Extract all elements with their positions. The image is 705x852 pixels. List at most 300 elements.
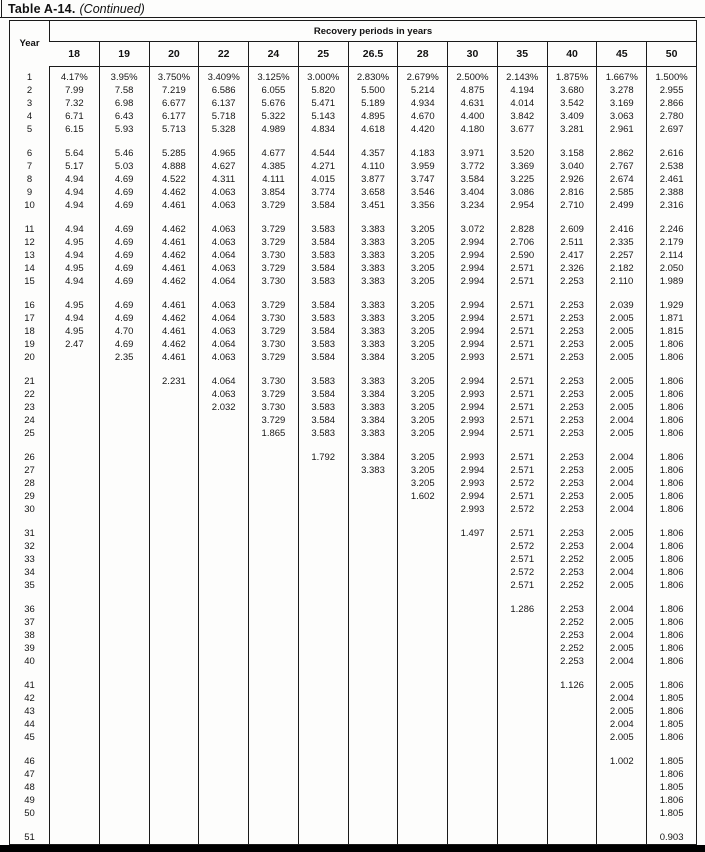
gap-cell [547,516,597,527]
gap-cell [298,820,348,831]
value-cell: 2.005 [597,312,647,325]
value-cell: 3.584 [298,299,348,312]
gap-cell [597,136,647,147]
value-cell [50,731,100,744]
value-cell [348,755,398,768]
value-cell [298,807,348,820]
value-cell [497,642,547,655]
value-cell: 4.385 [249,160,299,173]
value-cell: 3.205 [398,249,448,262]
value-cell: 3.542 [547,97,597,110]
value-cell [99,553,149,566]
value-cell: 4.462 [149,312,199,325]
value-cell: 4.063 [199,186,249,199]
value-cell: 3.086 [497,186,547,199]
value-cell [99,375,149,388]
value-cell: 3.383 [348,464,398,477]
value-cell: 1.805 [647,755,697,768]
value-cell [398,781,448,794]
value-cell: 3.409 [547,110,597,123]
value-cell: 2.005 [597,731,647,744]
value-cell: 2.252 [547,616,597,629]
value-cell: 1.806 [647,375,697,388]
value-cell: 4.063 [199,199,249,212]
value-cell [249,718,299,731]
value-cell: 5.46 [99,147,149,160]
value-cell: 4.400 [448,110,498,123]
value-cell: 3.384 [348,451,398,464]
value-cell [597,768,647,781]
table-row [10,503,697,516]
value-cell: 3.205 [398,464,448,477]
value-cell: 3.281 [547,123,597,136]
value-cell: 1.806 [647,616,697,629]
value-cell [497,692,547,705]
value-cell [298,794,348,807]
value-cell: 4.064 [199,275,249,288]
gap-cell [597,668,647,679]
value-cell: 1.989 [647,275,697,288]
value-cell: 4.522 [149,173,199,186]
value-cell: 2.571 [497,490,547,503]
value-cell [497,616,547,629]
value-cell: 1.806 [647,527,697,540]
value-cell: 2.571 [497,579,547,592]
gap-cell [497,592,547,603]
value-cell: 4.94 [50,186,100,199]
value-cell: 3.959 [398,160,448,173]
value-cell: 2.253 [547,388,597,401]
value-cell: 4.834 [298,123,348,136]
value-cell: 2.143% [497,71,547,84]
value-cell [448,616,498,629]
value-cell [398,807,448,820]
value-cell [199,553,249,566]
value-cell [149,642,199,655]
value-cell [50,629,100,642]
value-cell: 3.383 [348,223,398,236]
value-cell [50,540,100,553]
gap-cell [547,592,597,603]
value-cell: 2.252 [547,642,597,655]
value-cell: 2.253 [547,503,597,516]
value-cell [448,705,498,718]
value-cell: 1.667% [597,71,647,84]
value-cell [547,807,597,820]
value-cell: 2.538 [647,160,697,173]
gap-cell [99,364,149,375]
value-cell [50,527,100,540]
value-cell: 4.461 [149,351,199,364]
table-row [10,540,697,553]
value-cell: 2.253 [547,312,597,325]
value-cell: 3.169 [597,97,647,110]
gap-cell [50,136,100,147]
table-row [10,84,697,97]
value-cell: 4.965 [199,147,249,160]
value-cell: 2.004 [597,477,647,490]
value-cell [149,768,199,781]
value-cell: 2.114 [647,249,697,262]
table-row [10,71,697,84]
value-cell: 1.929 [647,299,697,312]
value-cell: 2.994 [448,464,498,477]
value-cell [50,705,100,718]
gap-cell [398,440,448,451]
gap-cell [348,744,398,755]
value-cell: 3.854 [249,186,299,199]
table-row [10,160,697,173]
value-cell: 2.710 [547,199,597,212]
year-cell: 2 [26,85,33,96]
depreciation-table [9,20,697,845]
value-cell: 4.461 [149,262,199,275]
value-cell: 3.205 [398,325,448,338]
value-cell [448,755,498,768]
gap-cell [597,820,647,831]
table-row [10,275,697,288]
value-cell [199,768,249,781]
value-cell: 4.95 [50,262,100,275]
value-cell: 6.15 [50,123,100,136]
value-cell [99,490,149,503]
value-cell: 3.383 [348,325,398,338]
gap-cell [298,136,348,147]
value-cell [348,831,398,845]
gap-cell [249,288,299,299]
year-cell: 16 [24,300,35,311]
value-cell [149,755,199,768]
value-cell [547,831,597,845]
year-cell: 22 [24,389,35,400]
value-cell [249,579,299,592]
table-row [10,110,697,123]
value-cell: 3.063 [597,110,647,123]
table-row [10,427,697,440]
value-cell: 6.98 [99,97,149,110]
value-cell: 4.420 [398,123,448,136]
value-cell [149,553,199,566]
value-cell [50,451,100,464]
year-cell: 21 [24,376,35,387]
value-cell [298,616,348,629]
value-cell: 6.677 [149,97,199,110]
value-cell [249,655,299,668]
value-cell: 4.462 [149,338,199,351]
value-cell: 3.000% [298,71,348,84]
value-cell [547,731,597,744]
value-cell: 3.520 [497,147,547,160]
value-cell: 4.895 [348,110,398,123]
value-cell: 1.806 [647,414,697,427]
table-row [10,490,697,503]
group-gap-row [10,592,697,603]
gap-cell [348,288,398,299]
value-cell: 1.126 [547,679,597,692]
gap-cell [10,212,50,223]
value-cell: 3.205 [398,375,448,388]
value-cell: 2.993 [448,451,498,464]
value-cell: 2.246 [647,223,697,236]
value-cell [398,527,448,540]
period-header-20: 20 [149,42,199,67]
value-cell [497,781,547,794]
value-cell [50,375,100,388]
value-cell [99,755,149,768]
value-cell: 3.677 [497,123,547,136]
value-cell [249,527,299,540]
value-cell [497,629,547,642]
value-cell: 2.005 [597,351,647,364]
value-cell [149,464,199,477]
value-cell [348,566,398,579]
title-underline-rule [0,17,705,18]
value-cell [249,451,299,464]
year-cell: 42 [24,693,35,704]
gap-cell [647,668,697,679]
value-cell [199,579,249,592]
value-cell [249,781,299,794]
value-cell: 3.383 [348,312,398,325]
value-cell: 1.865 [249,427,299,440]
value-cell: 4.110 [348,160,398,173]
table-row [10,338,697,351]
year-cell: 20 [24,352,35,363]
value-cell: 2.572 [497,566,547,579]
value-cell [149,831,199,845]
value-cell: 3.729 [249,299,299,312]
value-cell: 4.94 [50,199,100,212]
value-cell: 2.993 [448,351,498,364]
value-cell: 3.658 [348,186,398,199]
value-cell [99,768,149,781]
value-cell [398,705,448,718]
table-row [10,655,697,668]
value-cell: 4.064 [199,375,249,388]
value-cell [249,692,299,705]
value-cell: 2.253 [547,375,597,388]
value-cell [199,807,249,820]
year-cell: 18 [24,326,35,337]
value-cell: 5.93 [99,123,149,136]
value-cell: 3.383 [348,249,398,262]
value-cell: 4.618 [348,123,398,136]
value-cell [99,401,149,414]
value-cell: 3.583 [298,401,348,414]
gap-cell [10,592,50,603]
value-cell [249,503,299,516]
value-cell [448,731,498,744]
value-cell [298,603,348,616]
value-cell [398,831,448,845]
value-cell: 2.005 [597,579,647,592]
value-cell: 2.253 [547,351,597,364]
gap-cell [298,668,348,679]
value-cell [497,807,547,820]
period-header-35: 35 [497,42,547,67]
value-cell: 2.609 [547,223,597,236]
value-cell [348,540,398,553]
table-row [10,642,697,655]
table-row [10,527,697,540]
value-cell: 2.994 [448,312,498,325]
value-cell [398,629,448,642]
value-cell: 4.183 [398,147,448,160]
gap-cell [497,516,547,527]
value-cell: 3.205 [398,275,448,288]
value-cell: 2.954 [497,199,547,212]
value-cell: 2.993 [448,477,498,490]
value-cell: 3.383 [348,236,398,249]
value-cell: 6.137 [199,97,249,110]
value-cell: 2.994 [448,401,498,414]
period-header-40: 40 [547,42,597,67]
value-cell [298,629,348,642]
value-cell: 2.994 [448,262,498,275]
value-cell: 5.718 [199,110,249,123]
value-cell: 2.994 [448,338,498,351]
value-cell [50,679,100,692]
gap-cell [497,136,547,147]
value-cell: 2.004 [597,603,647,616]
year-cell: 30 [24,504,35,515]
value-cell: 4.69 [99,186,149,199]
gap-cell [547,668,597,679]
value-cell: 4.69 [99,338,149,351]
gap-cell [348,212,398,223]
value-cell: 2.994 [448,375,498,388]
table-row [10,299,697,312]
value-cell: 4.934 [398,97,448,110]
value-cell: 2.005 [597,375,647,388]
value-cell [199,679,249,692]
value-cell: 1.002 [597,755,647,768]
value-cell [199,755,249,768]
year-cell: 31 [24,528,35,539]
gap-cell [10,364,50,375]
value-cell: 4.69 [99,173,149,186]
year-cell: 27 [24,465,35,476]
value-cell [99,705,149,718]
value-cell [497,794,547,807]
gap-cell [149,516,199,527]
value-cell: 3.730 [249,375,299,388]
gap-cell [647,820,697,831]
page-frame-left-stub [1,0,2,18]
gap-cell [398,516,448,527]
value-cell: 2.571 [497,553,547,566]
value-cell: 3.584 [298,199,348,212]
gap-cell [149,212,199,223]
value-cell: 4.888 [149,160,199,173]
value-cell: 5.820 [298,84,348,97]
value-cell [348,655,398,668]
value-cell: 1.286 [497,603,547,616]
value-cell: 2.571 [497,414,547,427]
value-cell: 2.005 [597,553,647,566]
year-cell: 28 [24,478,35,489]
table-row [10,451,697,464]
value-cell: 3.225 [497,173,547,186]
value-cell [249,768,299,781]
table-row [10,325,697,338]
value-cell: 3.205 [398,262,448,275]
value-cell: 3.584 [298,414,348,427]
value-cell: 2.050 [647,262,697,275]
gap-cell [647,136,697,147]
value-cell: 2.253 [547,427,597,440]
period-header-row [10,42,697,67]
value-cell: 4.271 [298,160,348,173]
value-cell: 2.004 [597,718,647,731]
value-cell: 4.69 [99,262,149,275]
value-cell [99,831,149,845]
value-cell [199,427,249,440]
table-row [10,692,697,705]
gap-cell [149,136,199,147]
value-cell [448,781,498,794]
value-cell: 3.205 [398,338,448,351]
value-cell [199,718,249,731]
value-cell [348,490,398,503]
value-cell: 2.005 [597,427,647,440]
table-row [10,375,697,388]
gap-cell [298,288,348,299]
gap-cell [249,440,299,451]
value-cell: 4.311 [199,173,249,186]
group-gap-row [10,744,697,755]
value-cell [298,718,348,731]
value-cell [448,566,498,579]
year-cell: 19 [24,339,35,350]
value-cell: 6.177 [149,110,199,123]
value-cell: 2.767 [597,160,647,173]
value-cell: 2.253 [547,275,597,288]
gap-cell [398,592,448,603]
value-cell [149,731,199,744]
gap-cell [348,820,398,831]
table-row [10,603,697,616]
gap-cell [448,288,498,299]
period-header-24: 24 [249,42,299,67]
table-row [10,464,697,477]
value-cell: 1.805 [647,718,697,731]
year-cell: 17 [24,313,35,324]
value-cell: 1.806 [647,338,697,351]
gap-cell [99,516,149,527]
value-cell [497,768,547,781]
gap-cell [448,440,498,451]
value-cell [199,629,249,642]
table-row [10,794,697,807]
gap-cell [10,744,50,755]
value-cell: 3.747 [398,173,448,186]
value-cell [99,731,149,744]
value-cell: 2.697 [647,123,697,136]
value-cell: 1.805 [647,781,697,794]
value-cell [448,768,498,781]
year-cell: 46 [24,756,35,767]
value-cell: 2.47 [50,338,100,351]
value-cell: 2.961 [597,123,647,136]
value-cell: 2.571 [497,351,547,364]
value-cell: 2.828 [497,223,547,236]
gap-cell [597,288,647,299]
value-cell: 5.500 [348,84,398,97]
value-cell: 3.583 [298,338,348,351]
year-cell: 34 [24,567,35,578]
value-cell: 3.384 [348,414,398,427]
